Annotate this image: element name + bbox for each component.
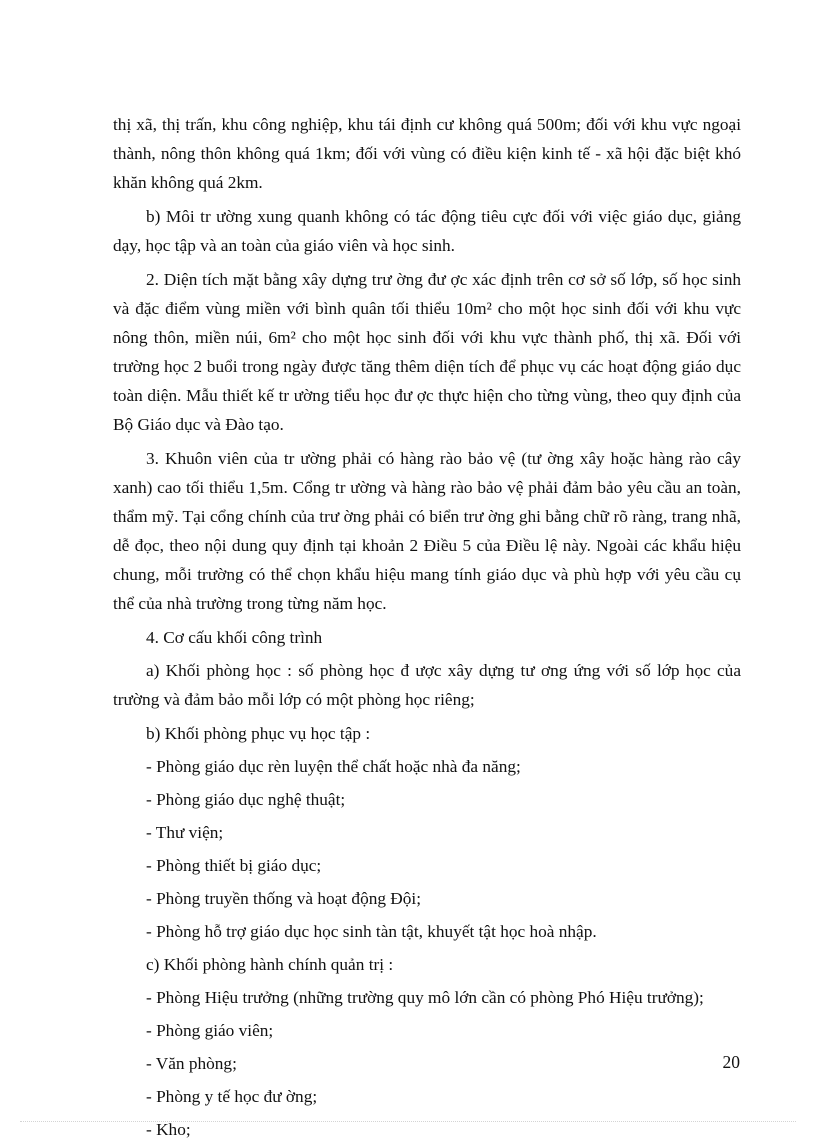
list-item: - Phòng y tế học đư ờng;	[146, 1087, 318, 1106]
list-item: - Phòng giáo dục nghệ thuật;	[146, 790, 346, 809]
body-paragraph: a) Khối phòng học : số phòng học đ ược xây dựng tư ơng ứng với số lớp học của trường và đảm bảo mỗi lớp có một phòng học riêng;	[113, 661, 741, 709]
body-paragraph: thị xã, thị trấn, khu công nghiệp, khu tái định cư không quá 500m; đối với khu vực ngoại thành, nông thôn không quá 1km; đối với vùng có điều kiện kinh tế - xã hội đặc biệt khó khăn không quá 2km.	[113, 115, 741, 192]
list-item: - Phòng giáo viên;	[146, 1021, 274, 1040]
list-item: - Văn phòng;	[146, 1054, 237, 1073]
body-paragraph: b) Môi tr ường xung quanh không có tác động tiêu cực đối với việc giáo dục, giảng dạy, học tập và an toàn của giáo viên và học sinh.	[113, 207, 741, 255]
list-item: - Phòng hỗ trợ giáo dục học sinh tàn tật, khuyết tật học hoà nhập.	[146, 922, 597, 941]
document-body	[113, 110, 741, 1148]
list-item: - Kho;	[146, 1120, 191, 1139]
list-item: 4. Cơ cấu khối công trình	[146, 628, 323, 647]
list-item: - Phòng giáo dục rèn luyện thể chất hoặc nhà đa năng;	[146, 757, 521, 776]
list-item: - Phòng truyền thống và hoạt động Đội;	[146, 889, 422, 908]
list-item: b) Khối phòng phục vụ học tập :	[146, 724, 371, 743]
list-item: - Phòng thiết bị giáo dục;	[146, 856, 322, 875]
list-item: c) Khối phòng hành chính quản trị :	[146, 955, 394, 974]
body-paragraph: 3. Khuôn viên của tr ường phải có hàng rào bảo vệ (tư ờng xây hoặc hàng rào cây xanh) cao tối thiểu 1,5m. Cổng tr ường và hàng rào bảo vệ phải đảm bảo yêu cầu an toàn, thẩm mỹ. Tại cổng chính của trư ờng phải có biển trư ờng ghi bằng chữ rõ ràng, trang nhã, dễ đọc, theo nội dung quy định tại khoản 2 Điều 5 của Điều lệ này. Ngoài các khẩu hiệu chung, mỗi trường có thể chọn khẩu hiệu mang tính giáo dục và phù hợp với yêu cầu cụ thể của nhà trường trong từng năm học.	[113, 449, 741, 613]
page-number: 20	[722, 1052, 740, 1072]
page-bottom-divider	[20, 1121, 796, 1122]
body-paragraph: 2. Diện tích mặt bằng xây dựng trư ờng đư ợc xác định trên cơ sở số lớp, số học sinh và đặc điểm vùng miền với bình quân tối thiểu 10m² cho một học sinh đối với khu vực nông thôn, miền núi, 6m² cho một học sinh đối với khu vực thành phố, thị xã. Đối với trường học 2 buổi trong ngày được tăng thêm diện tích để phục vụ các hoạt động giáo dục toàn diện. Mẫu thiết kế tr ường tiểu học đư ợc thực hiện cho từng vùng, theo quy định của Bộ Giáo dục và Đào tạo.	[113, 270, 741, 434]
list-item: - Thư viện;	[146, 823, 224, 842]
list-item: - Phòng Hiệu trưởng (những trường quy mô lớn cần có phòng Phó Hiệu trưởng);	[146, 988, 704, 1007]
